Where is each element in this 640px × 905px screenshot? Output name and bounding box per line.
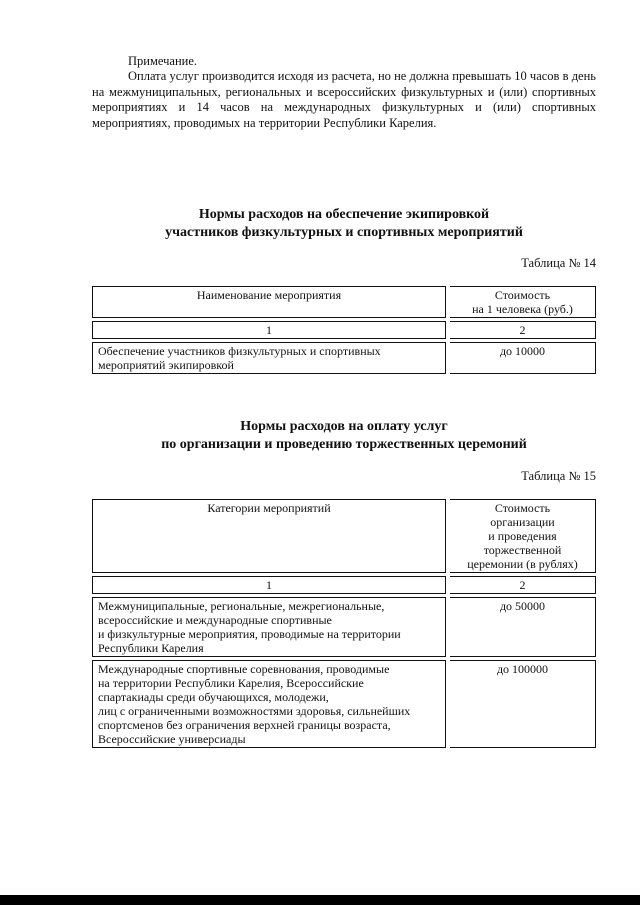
table15-row1-line3: и физкультурные мероприятия, проводимые на территории xyxy=(98,627,401,641)
table15-row2-col2: до 100000 xyxy=(450,660,596,748)
table15-header-row xyxy=(92,499,596,573)
table15-row2-line5: спортсменов без ограничения верхней границы возраста, xyxy=(98,718,391,732)
table15-header-col2-line2: организации xyxy=(490,515,555,529)
table14-num-col1: 1 xyxy=(92,321,446,339)
table15-row1-line4: Республики Карелия xyxy=(98,641,204,655)
table14-header-col2 xyxy=(450,286,596,318)
table14-numbering-row xyxy=(92,321,596,339)
table-14 xyxy=(92,283,596,377)
table15-number: Таблица № 15 xyxy=(521,469,596,483)
table15-row2-col1 xyxy=(92,660,446,748)
section15-title-line1: Нормы расходов на оплату услуг xyxy=(240,419,448,434)
table15-header-col1 xyxy=(92,499,446,573)
table15-row2-line1: Международные спортивные соревнования, проводимые xyxy=(98,662,390,676)
table15-row1-line1: Межмуниципальные, региональные, межрегиональные, xyxy=(98,599,385,613)
scan-edge-bar xyxy=(0,895,640,905)
section15-title xyxy=(92,418,596,454)
table15-header-col2-line3: и проведения xyxy=(488,529,557,543)
table15-row1-line2: всероссийские и международные спортивные xyxy=(98,613,332,627)
table-15 xyxy=(92,496,596,751)
section14-title xyxy=(92,206,596,242)
table15-num-col1: 1 xyxy=(92,576,446,594)
table15-row2-line4: лиц с ограниченными возможностями здоровья, сильнейших xyxy=(98,704,411,718)
table-row xyxy=(92,342,596,374)
table14-num-col2: 2 xyxy=(450,321,596,339)
note-label: Примечание. xyxy=(128,54,198,68)
table-row xyxy=(92,597,596,657)
table15-numbering-row xyxy=(92,576,596,594)
table14-header-col2-line2: на 1 человека (руб.) xyxy=(472,302,573,316)
table15-row2-line6: Всероссийские универсиады xyxy=(98,732,246,746)
table14-header-col1 xyxy=(92,286,446,318)
table15-header-col1-text: Категории мероприятий xyxy=(207,501,331,515)
section14-title-line1: Нормы расходов на обеспечение экипировкой xyxy=(198,207,490,222)
table14-row1-col2: до 10000 xyxy=(450,342,596,374)
note-paragraph: Оплата услуг производится исходя из расчета, но не должна превышать 10 часов в день на межмуниципальных, региональных и всероссийских физкультурных и (или) спортивных мероприятиях и 14 часов на международных физкультурных и (или) спортивных мероприятиях, проводимых на территории Республики Карелия. xyxy=(92,69,596,130)
table15-header-col2-line4: торжественной xyxy=(483,543,562,557)
table14-number: Таблица № 14 xyxy=(521,256,596,270)
table15-row2-line3: спартакиады среди обучающихся, молодежи, xyxy=(98,690,329,704)
table-row xyxy=(92,660,596,748)
table14-row1-col1-line1: Обеспечение участников физкультурных и спортивных xyxy=(98,344,381,358)
table14-row1-col1 xyxy=(92,342,446,374)
table15-header-col2 xyxy=(450,499,596,573)
table15-row1-col2: до 50000 xyxy=(450,597,596,657)
table14-row1-col1-line2: мероприятий экипировкой xyxy=(98,358,234,372)
table14-header-row xyxy=(92,286,596,318)
table15-header-col2-line1: Стоимость xyxy=(494,501,551,515)
table15-row2-line2: на территории Республики Карелия, Всероссийские xyxy=(98,676,364,690)
table14-header-col1-text: Наименование мероприятия xyxy=(196,288,342,302)
table15-num-col2: 2 xyxy=(450,576,596,594)
table14-header-col2-line1: Стоимость xyxy=(494,288,551,302)
table15-row1-col1 xyxy=(92,597,446,657)
table15-header-col2-line5: церемонии (в рублях) xyxy=(467,557,578,571)
section14-title-line2: участников физкультурных и спортивных мероприятий xyxy=(165,225,523,240)
section15-title-line2: по организации и проведению торжественных церемоний xyxy=(161,437,527,452)
